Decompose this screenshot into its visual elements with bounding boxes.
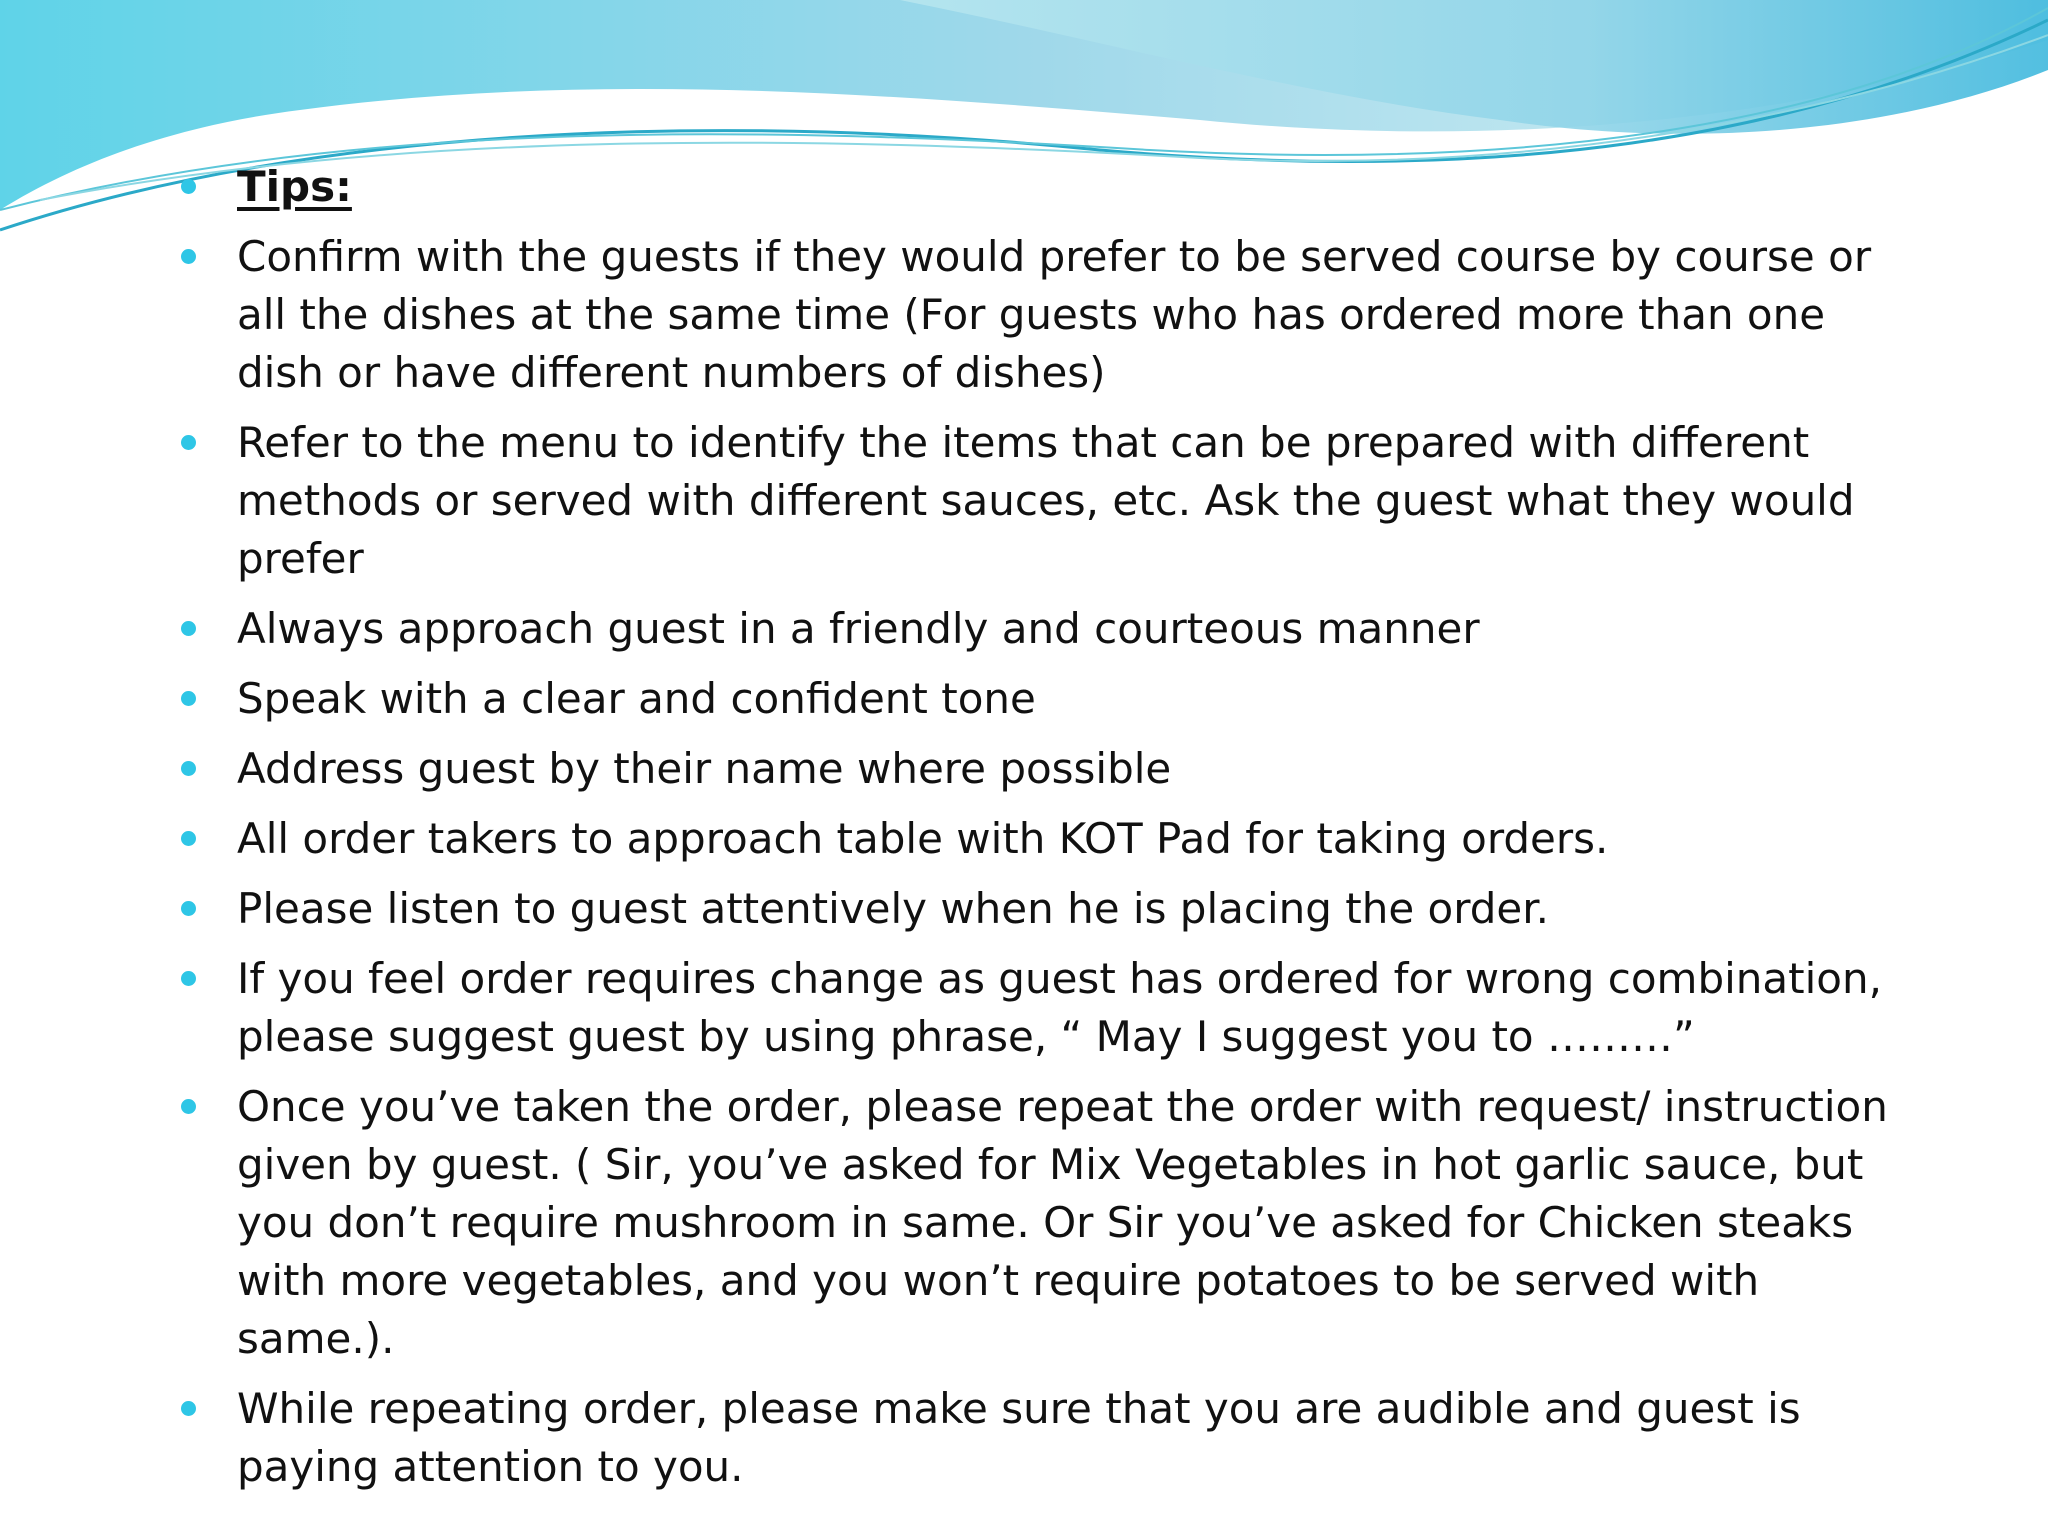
list-item <box>175 228 1915 402</box>
round-bullet-icon <box>181 691 196 706</box>
list-item-text: All order takers to approach table with KOT Pad for taking orders. <box>237 814 1609 863</box>
list-item-text: Confirm with the guests if they would prefer to be served course by course or all the dishes at the same time (For guests who has ordered more than one dish or have different numbers of dishes) <box>237 232 1872 397</box>
list-item-text: Refer to the menu to identify the items that can be prepared with different methods or served with different sauces, etc. Ask the guest what they would prefer <box>237 418 1855 583</box>
tips-heading <box>175 158 1915 216</box>
list-item <box>175 670 1915 728</box>
list-item <box>175 950 1915 1066</box>
round-bullet-icon <box>181 901 196 916</box>
list-item <box>175 880 1915 938</box>
tips-heading-text: Tips: <box>237 162 352 211</box>
list-item-text: Speak with a clear and confident tone <box>237 674 1036 723</box>
list-item <box>175 1380 1915 1496</box>
list-item-text: Always approach guest in a friendly and courteous manner <box>237 604 1480 653</box>
list-item-text: Once you’ve taken the order, please repeat the order with request/ instruction given by guest. ( Sir, you’ve asked for Mix Vegetables in hot garlic sauce, but you don’t require mushroom in same. Or Sir you’ve asked for Chicken steaks with more vegetables, and you won’t require potatoes to be served with same.). <box>237 1082 1888 1363</box>
round-bullet-icon <box>181 179 196 194</box>
round-bullet-icon <box>181 621 196 636</box>
round-bullet-icon <box>181 971 196 986</box>
list-item <box>175 740 1915 798</box>
round-bullet-icon <box>181 831 196 846</box>
round-bullet-icon <box>181 1099 196 1114</box>
list-item <box>175 414 1915 588</box>
list-item-text: Address guest by their name where possible <box>237 744 1172 793</box>
round-bullet-icon <box>181 1401 196 1416</box>
list-item <box>175 810 1915 868</box>
round-bullet-icon <box>181 435 196 450</box>
list-item-text: While repeating order, please make sure that you are audible and guest is paying attention to you. <box>237 1384 1801 1491</box>
list-item <box>175 600 1915 658</box>
list-item-text: If you feel order requires change as guest has ordered for wrong combination, please suggest guest by using phrase, “ May I suggest you to ………” <box>237 954 1882 1061</box>
tips-bullet-list <box>175 158 1915 1508</box>
list-item <box>175 1078 1915 1368</box>
list-item-text: Please listen to guest attentively when he is placing the order. <box>237 884 1550 933</box>
round-bullet-icon <box>181 761 196 776</box>
round-bullet-icon <box>181 249 196 264</box>
